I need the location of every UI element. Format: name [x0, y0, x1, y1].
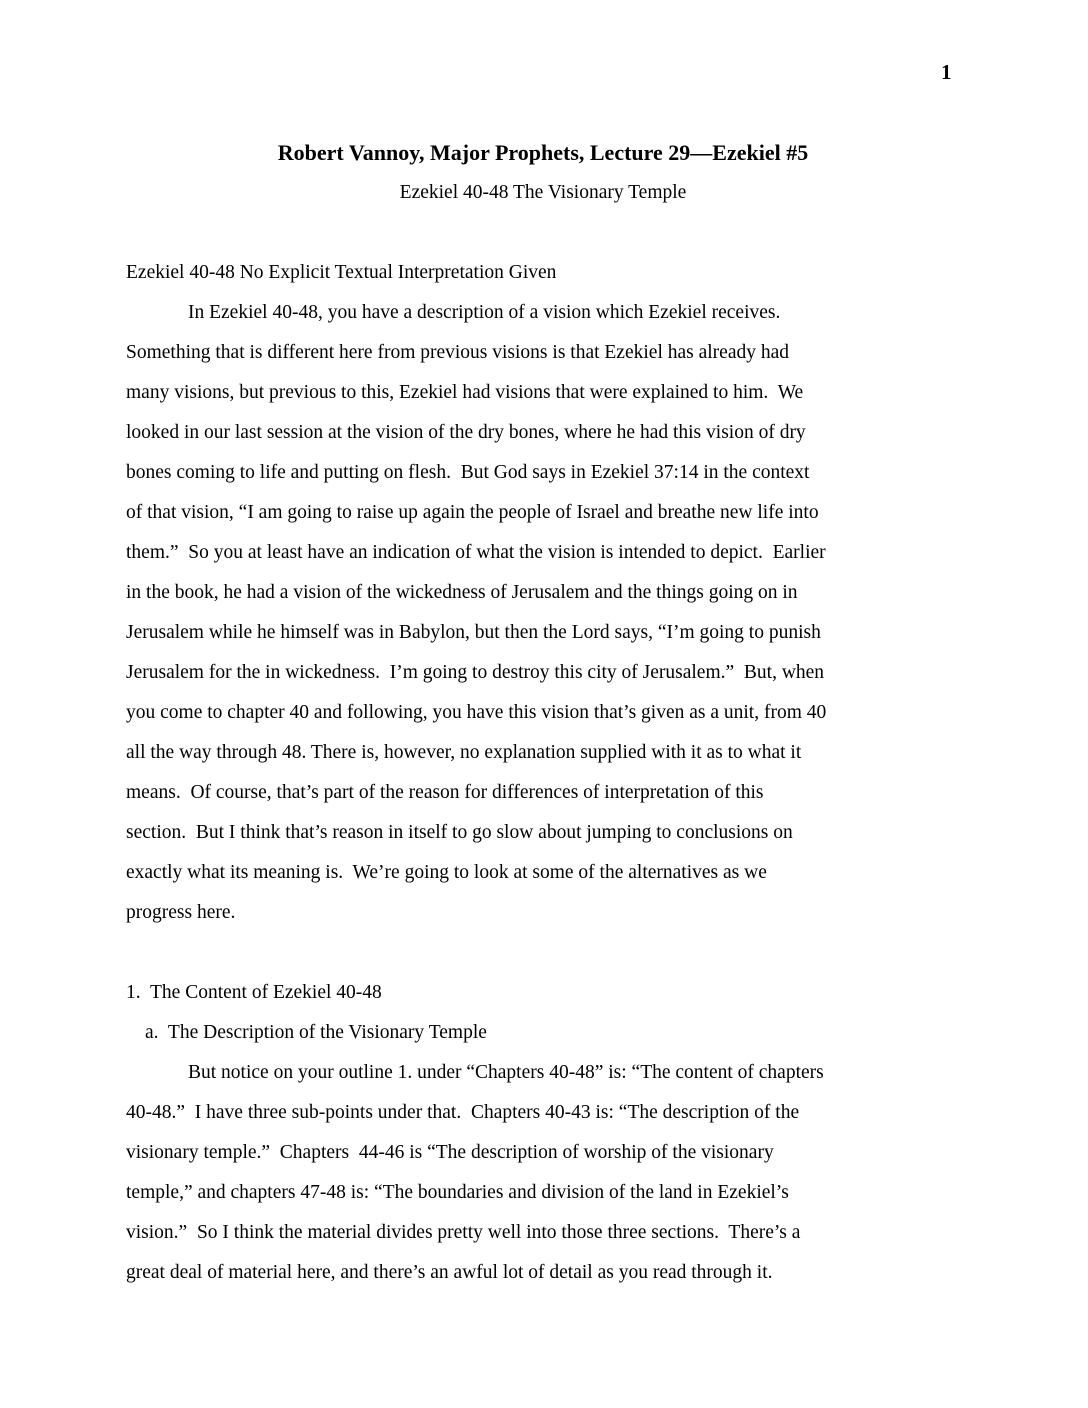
paragraph-1: [126, 293, 960, 933]
text-line: Something that is different here from previous visions is that Ezekiel has already had: [126, 342, 790, 363]
text-line: 40-48.” I have three sub-points under that. Chapters 40-43 is: “The description of the: [126, 1102, 800, 1123]
blank-line: [126, 933, 960, 973]
text-line: Jerusalem for the in wickedness. I’m going to destroy this city of Jerusalem.” But, when: [126, 662, 825, 683]
text-line: visionary temple.” Chapters 44-46 is “The description of worship of the visionary: [126, 1142, 774, 1163]
outline-item-1a: a. The Description of the Visionary Temple: [145, 1022, 487, 1043]
document-title: Robert Vannoy, Major Prophets, Lecture 29—Ezekiel #5: [277, 140, 809, 165]
text-line: section. But I think that’s reason in itself to go slow about jumping to conclusions on: [126, 822, 793, 843]
text-line: In Ezekiel 40-48, you have a description of a vision which Ezekiel receives.: [188, 302, 781, 323]
text-line: temple,” and chapters 47-48 is: “The boundaries and division of the land in Ezekiel’s: [126, 1182, 789, 1203]
section-heading: Ezekiel 40-48 No Explicit Textual Interpretation Given: [126, 262, 557, 283]
text-line: many visions, but previous to this, Ezekiel had visions that were explained to him. We: [126, 382, 804, 403]
text-line: in the book, he had a vision of the wickedness of Jerusalem and the things going on in: [126, 582, 798, 603]
text-line: them.” So you at least have an indication of what the vision is intended to depict. Earlier: [126, 542, 826, 563]
text-line: looked in our last session at the vision of the dry bones, where he had this vision of dry: [126, 422, 806, 443]
page-content: [126, 133, 960, 1293]
page-number: 1: [941, 60, 952, 84]
text-line: Jerusalem while he himself was in Babylon, but then the Lord says, “I’m going to punish: [126, 622, 821, 643]
paragraph-2: [126, 1053, 960, 1293]
text-line: all the way through 48. There is, however, no explanation supplied with it as to what it: [126, 742, 802, 763]
text-line: progress here.: [126, 902, 236, 923]
text-line: great deal of material here, and there’s an awful lot of detail as you read through it.: [126, 1262, 773, 1283]
text-line: But notice on your outline 1. under “Chapters 40-48” is: “The content of chapters: [188, 1062, 824, 1083]
text-line: bones coming to life and putting on flesh. But God says in Ezekiel 37:14 in the context: [126, 462, 810, 483]
outline-item-1: 1. The Content of Ezekiel 40-48: [126, 982, 382, 1003]
text-line: vision.” So I think the material divides pretty well into those three sections. There’s a: [126, 1222, 801, 1243]
document-subtitle: Ezekiel 40-48 The Visionary Temple: [399, 182, 687, 203]
blank-line: [126, 213, 960, 253]
text-line: of that vision, “I am going to raise up again the people of Israel and breathe new life into: [126, 502, 819, 523]
text-line: exactly what its meaning is. We’re going to look at some of the alternatives as we: [126, 862, 767, 883]
text-line: means. Of course, that’s part of the reason for differences of interpretation of this: [126, 782, 764, 803]
text-line: you come to chapter 40 and following, you have this vision that’s given as a unit, from 40: [126, 702, 827, 723]
